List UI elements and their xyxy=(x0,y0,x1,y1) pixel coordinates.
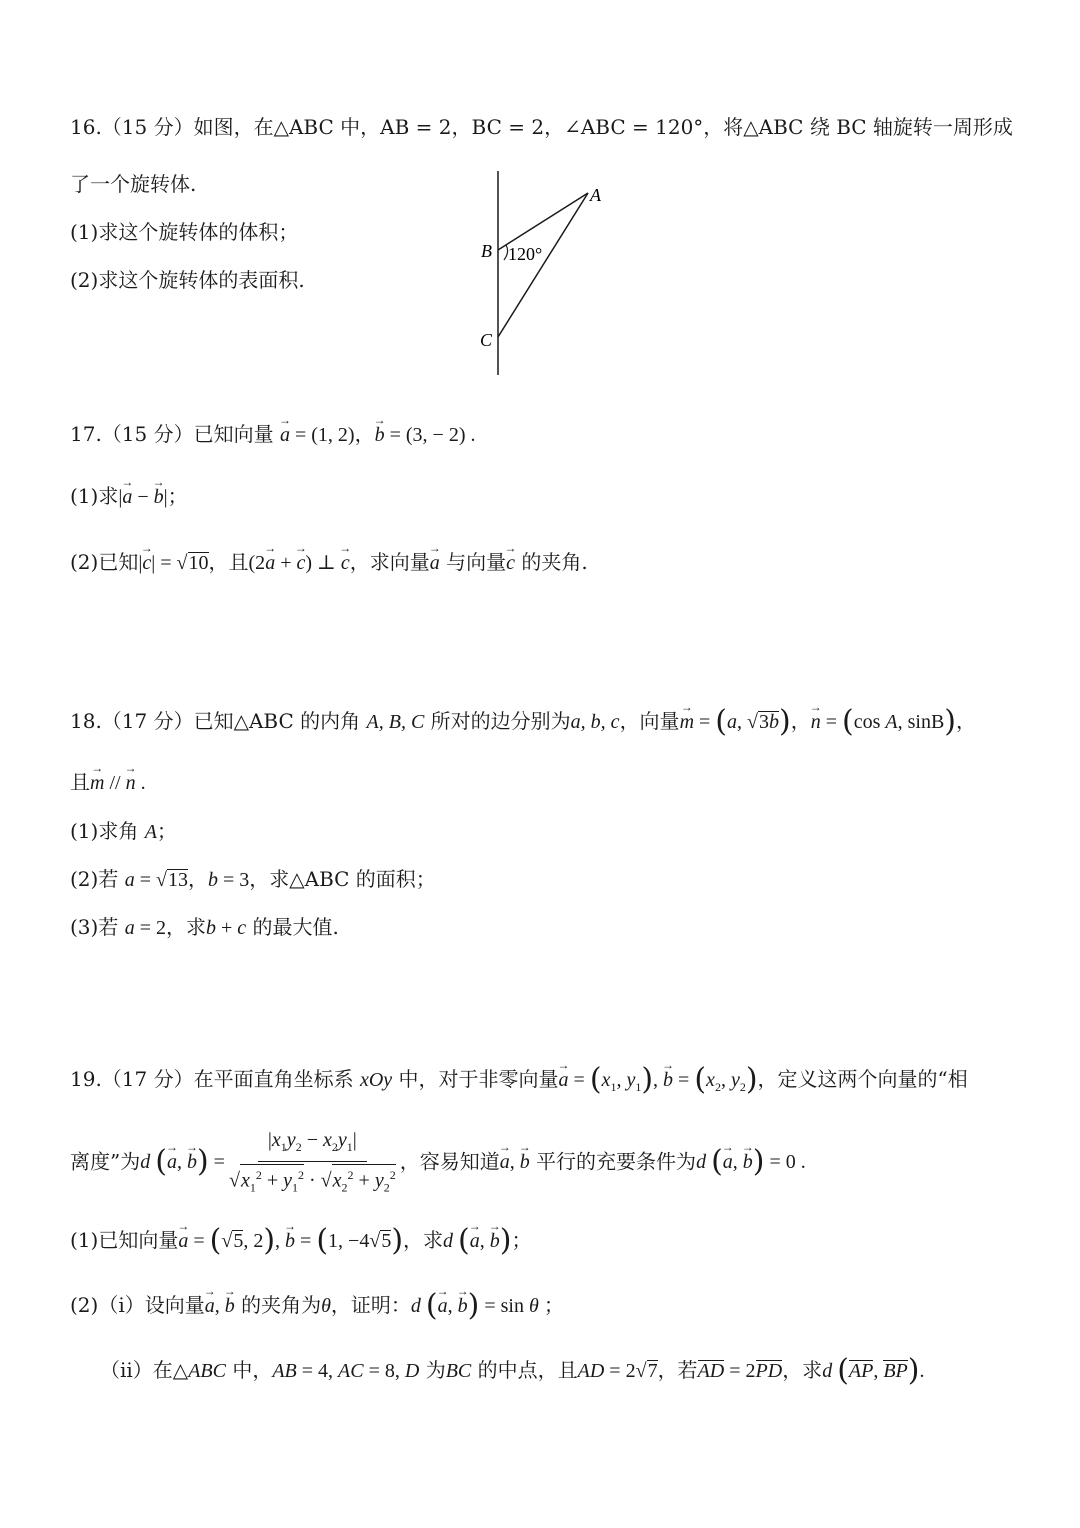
label-c: C xyxy=(480,330,493,350)
q19-part2ii: （ii）在△ABC 中，AB = 4, AC = 8, D 为BC 的中点，且AD = 2√7，若AD = 2PD，求d (AP, BP). xyxy=(100,1353,925,1388)
q18-part3: (3)若 a = 2，求b + c 的最大值. xyxy=(70,915,339,939)
q19-line2: 离度”为d (→ a, → b) = $\frac{|x_1y_2 - x_2y_1|}{√x_1^2 + y_1^2 \cdot √x_2^2 + y_2^2}$ ，容易知道→ a, → b 平行的充要条件为d (→ a, → b) = 0 . xyxy=(70,1128,806,1198)
side-ac xyxy=(498,193,588,337)
q16-part2: (2)求这个旋转体的表面积. xyxy=(70,268,305,292)
label-angle: 120° xyxy=(508,244,543,264)
label-b: B xyxy=(481,241,492,261)
q16-line1: 16.（15 分）如图，在△ABC 中，AB = 2，BC = 2，∠ABC = 120°，将△ABC 绕 BC 轴旋转一周形成 xyxy=(70,115,1013,139)
q18-part1: (1)求角 A； xyxy=(70,819,177,843)
q19-part1: (1)已知向量→ a = (√5, 2), → b = (1, −4√5)，求d (→ a, → b)； xyxy=(70,1226,531,1255)
q18-part2: (2)若 a = √13，b = 3，求△ABC 的面积； xyxy=(70,867,436,891)
q19-line1: 19.（17 分）在平面直角坐标系 xOy 中，对于非零向量→ $a = (x_1$, $y_1$), → $b = (x_2$, $y_2$)，定义这两个向量的“相 xyxy=(70,1065,968,1101)
q18-line1: 18.（17 分）已知△ABC 的内角 A, B, C 所对的边分别为a, b, c，向量→ m = (a, √3b)，→ n = (cos A, sinB)， xyxy=(70,707,976,736)
label-a: A xyxy=(590,185,601,205)
q16-part1: (1)求这个旋转体的体积； xyxy=(70,220,299,244)
triangle-figure xyxy=(470,165,640,377)
q17-line1: 17.（15 分）已知向量 → a = (1, 2)，→ b = (3, − 2) . xyxy=(70,420,475,449)
q17-part1: (1)求|→ a − → b|； xyxy=(70,482,188,511)
q16-line2: 了一个旋转体. xyxy=(70,172,197,196)
q19-part2i: (2)（i）设向量→ a, → b 的夹角为θ，证明：d (→ a, → b) = sin θ ； xyxy=(70,1291,564,1320)
side-ab xyxy=(498,193,588,250)
q17-prefix: 17.（15 分）已知向量 xyxy=(70,422,274,446)
q18-line2: 且→ m // → n . xyxy=(70,768,146,797)
q17-part2: (2)已知|→ c| = √10，且(2→ a + → c) ⊥ → c，求向量→ a 与向量→ c 的夹角. xyxy=(70,548,588,577)
